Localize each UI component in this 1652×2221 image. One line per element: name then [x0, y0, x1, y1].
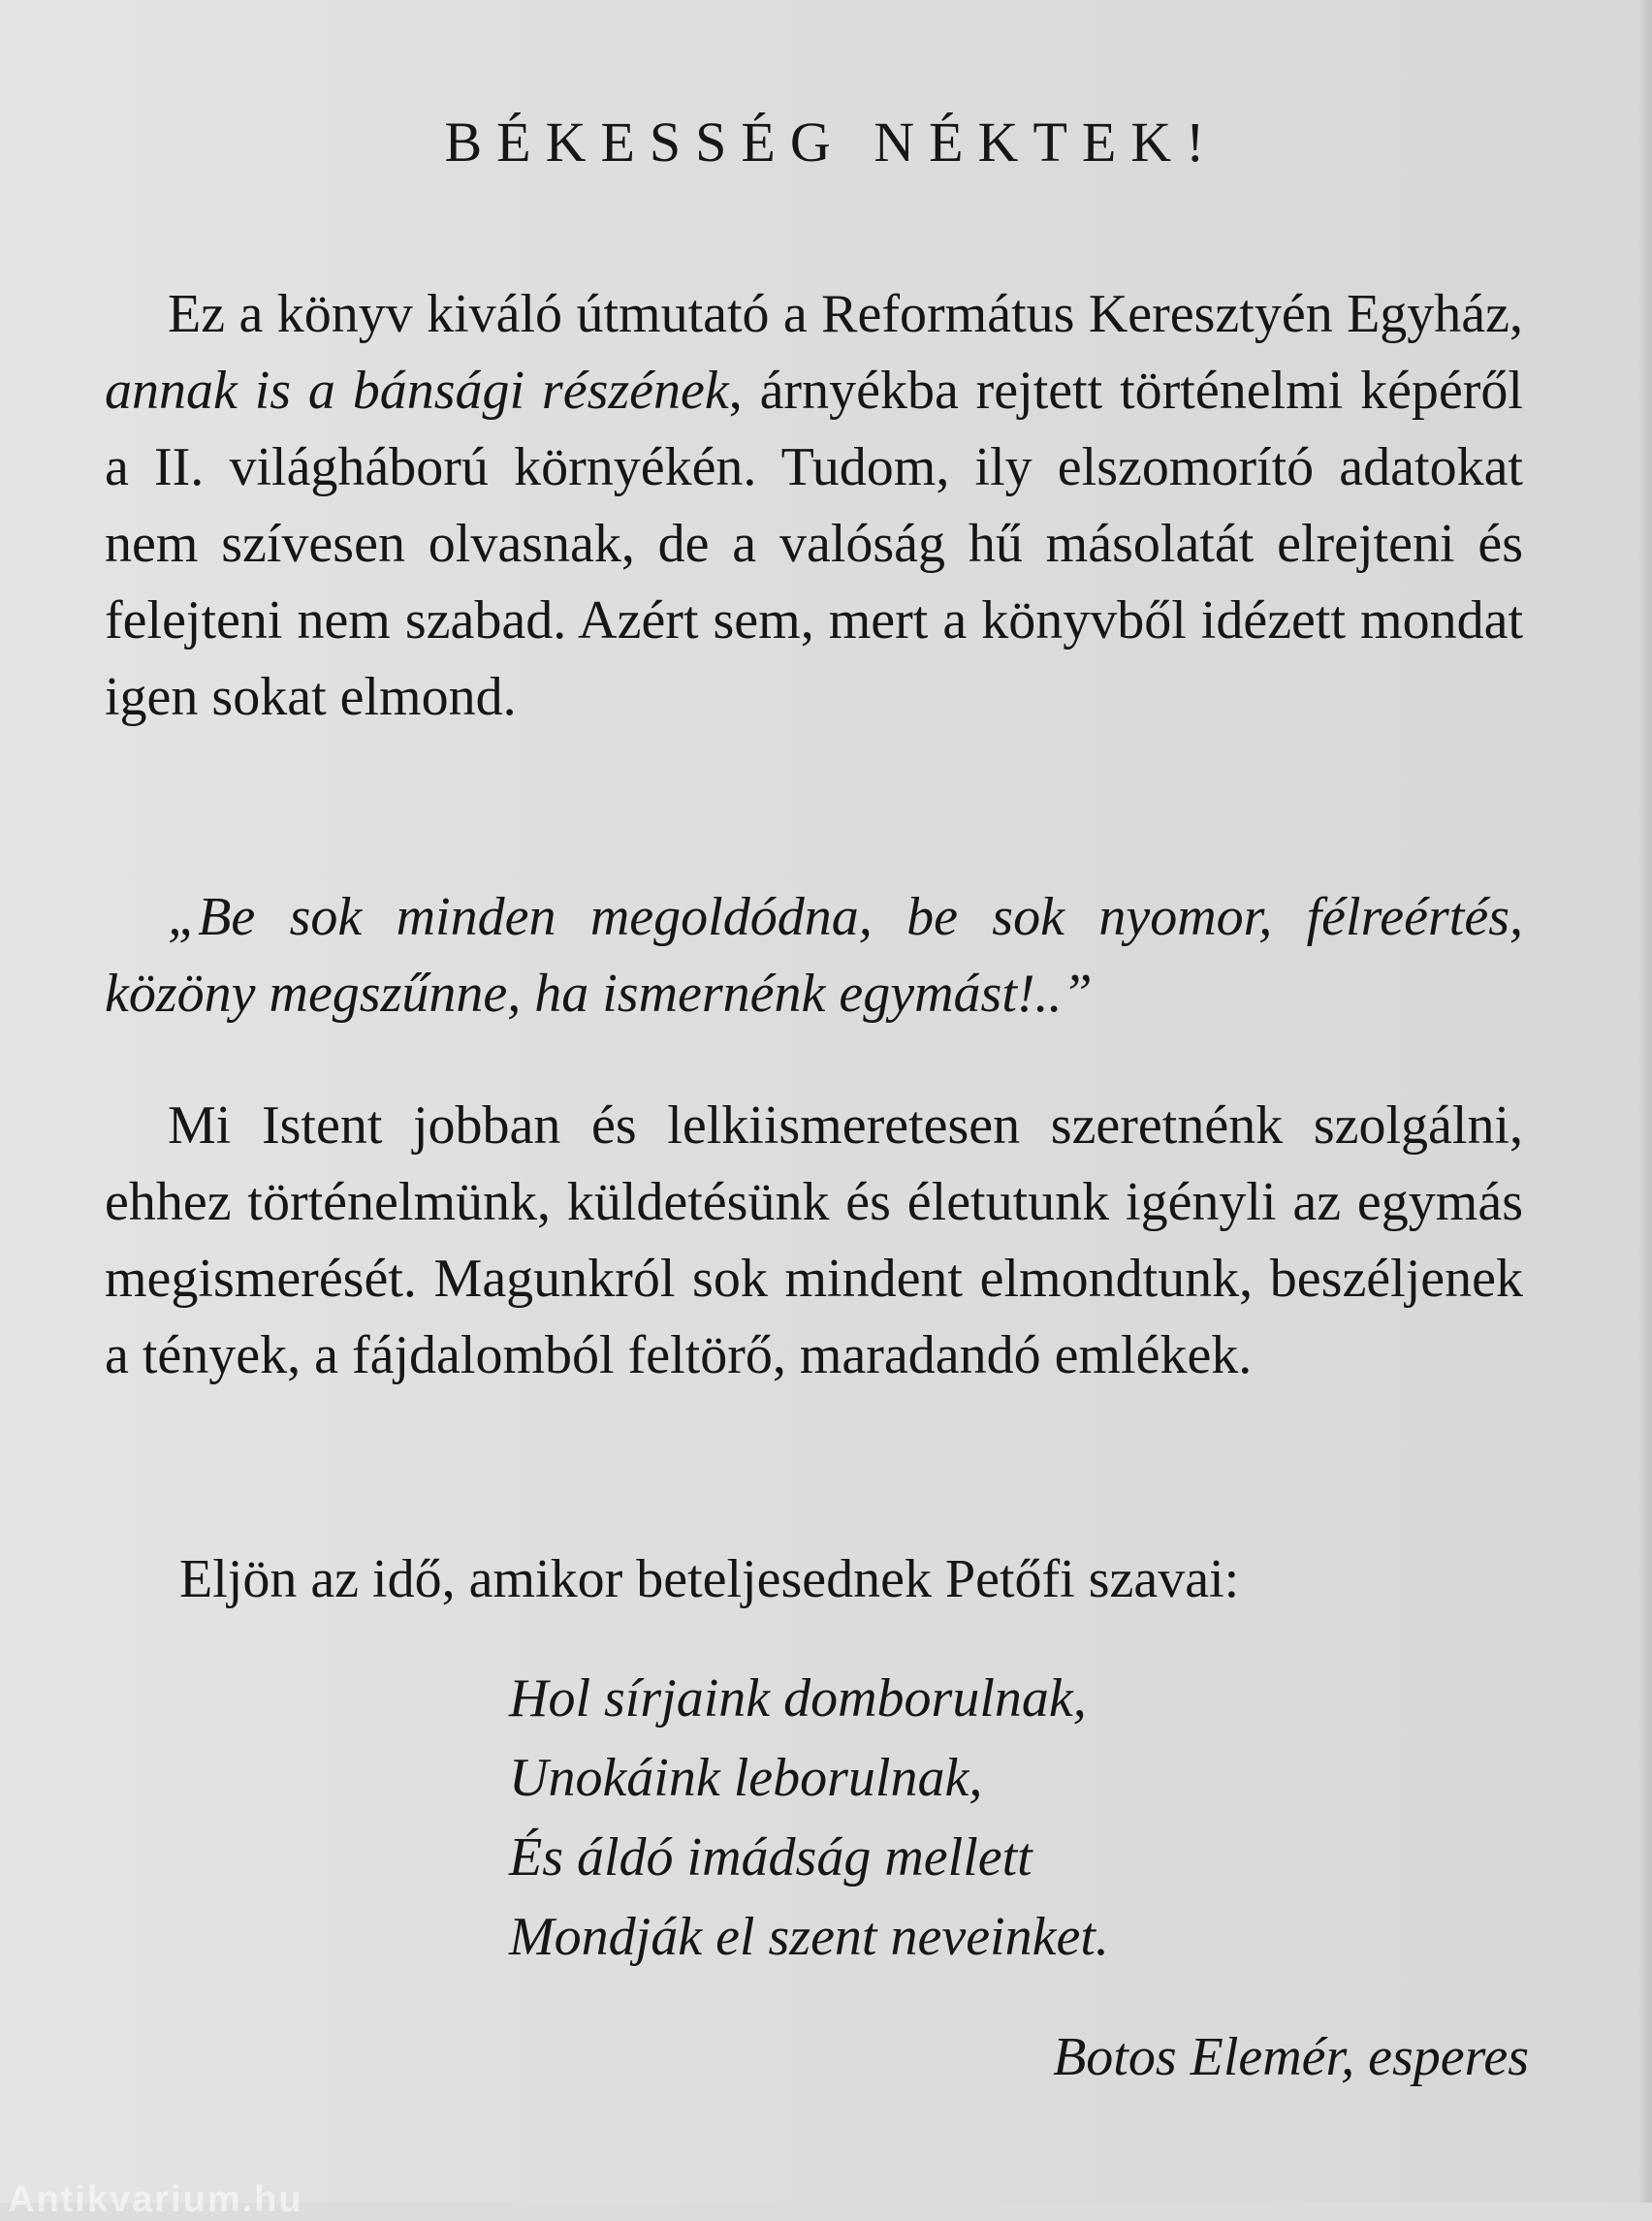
poem-line: Mondják el szent neveinket. [509, 1907, 1109, 1967]
paragraph-intro-text-end: , árnyékba rejtett történelmi képéről a II. világháború környékén. Tudom, ily elszomorító adatokat nem szívesen olvasnak, de a valóság hű másolatát elrejteni és felejteni nem szabad. Azért sem, mert a könyvből idézett mondat igen sokat elmond. [105, 361, 1523, 727]
poem-line: Unokáink leborulnak, [509, 1748, 983, 1808]
poem-line: Hol sírjaink domborulnak, [509, 1668, 1087, 1729]
paragraph-intro-italic: annak is a bánsági részének [105, 361, 729, 421]
poem [509, 1659, 1109, 1977]
page-title: BÉKESSÉG NÉKTEK! [444, 111, 1220, 174]
paragraph-intro [105, 276, 1523, 736]
watermark: Antikvarium.hu [8, 2179, 303, 2220]
paragraph-service [105, 1088, 1523, 1394]
signature: Botos Elemér, esperes [1053, 2027, 1529, 2087]
paragraph-petofi-intro: Eljön az idő, amikor beteljesednek Petőfi szavai: [179, 1549, 1240, 1609]
quote-text: „Be sok minden megoldódna, be sok nyomor, félreértés, közöny megszűnne, ha ismernénk egymást!..” [105, 887, 1523, 1024]
page-edge-shadow [1638, 0, 1652, 2203]
quote-paragraph [105, 879, 1523, 1032]
poem-line: És áldó imádság mellett [509, 1827, 1032, 1888]
paragraph-intro-text-start: Ez a könyv kiváló útmutató a Református Keresztyén Egyház, [168, 284, 1523, 344]
paragraph-service-text: Mi Istent jobban és lelkiismeretesen szeretnénk szolgálni, ehhez történelmünk, küldetésünk és életutunk igényli az egymás megismerését. Magunkról sok mindent elmondtunk, beszéljenek a tények, a fájdalomból feltörő, maradandó emlékek. [105, 1095, 1523, 1385]
